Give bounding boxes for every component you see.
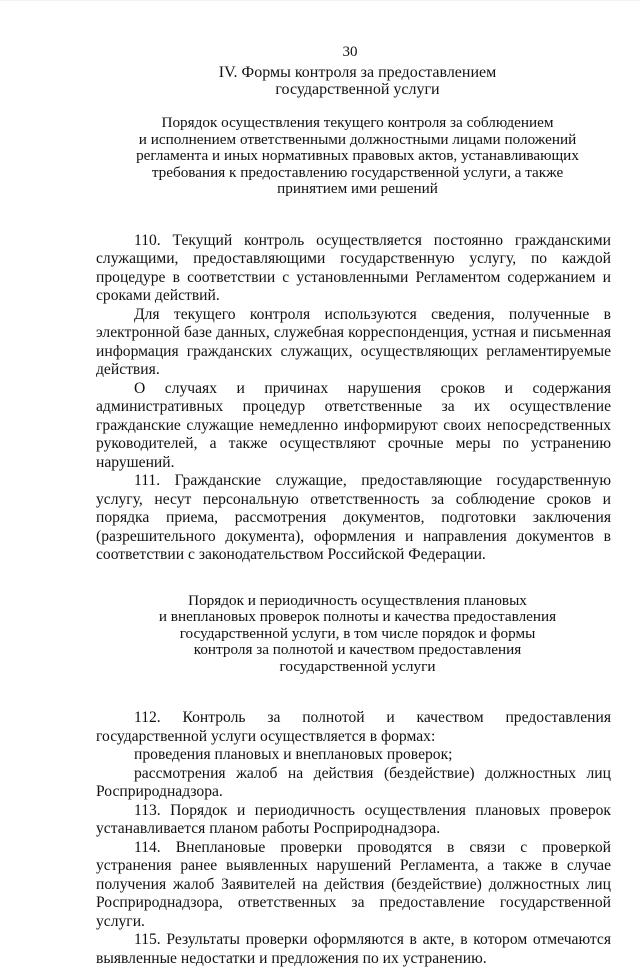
paragraph-114: 114. Внеплановые проверки проводятся в связи с проверкой устранения ранее выявленных нарушений Регламента, а также в случае получения жалоб Заявителей на действия (бездействие) должностных лиц Росприроднадзора, ответственных за предоставление государственной услуги. xyxy=(96,838,611,930)
subheading-line: и внеплановых проверок полноты и качества предоставления xyxy=(158,608,557,625)
subheading-inspections xyxy=(96,593,611,676)
section-title xyxy=(96,64,611,98)
subheading-line: регламента и иных нормативных правовых актов, устанавливающих xyxy=(136,147,579,164)
section-title-line: государственной услуги xyxy=(275,81,440,98)
subheading-line: Порядок и периодичность осуществления плановых xyxy=(188,591,527,609)
subheading-line: требования к предоставлению государственной услуги, а также xyxy=(151,163,564,181)
subheading-line: принятием ими решений xyxy=(277,180,438,197)
page-top-edge xyxy=(0,0,640,1)
page-number: 30 xyxy=(342,44,358,60)
paragraph-111: 111. Гражданские служащие, предоставляющие государственную услугу, несут персональную ответственность за соблюдение сроков и порядка приема, рассмотрения документов, подготовки заключения (разрешительного документа), оформления и направления документов в соответствии с законодательством Российской Федерации. xyxy=(96,472,611,563)
paragraph-form-inspections: проведения плановых и внеплановых проверок; xyxy=(134,746,453,763)
paragraph-112: 112. Контроль за полнотой и качеством предоставления государственной услуги осуществляется в формах: xyxy=(96,709,611,745)
subheading-line: государственной услуги, в том числе порядок и формы xyxy=(179,624,536,642)
subheading-current-control xyxy=(96,115,611,198)
paragraph-form-complaints: рассмотрения жалоб на действия (бездействие) должностных лиц Росприроднадзора. xyxy=(96,764,611,800)
paragraph-violations: О случаях и причинах нарушения сроков и содержания административных процедур ответственные за их осуществление гражданские служащие немедленно информируют своих непосредственных руководителей, а также осуществляют срочные меры по устранению нарушений. xyxy=(96,379,611,471)
paragraph-current-control-info: Для текущего контроля используются сведения, полученные в электронной базе данных, служебная корреспонденция, устная и письменная информация гражданских служащих, осуществляющих регламентируемые действия. xyxy=(96,305,611,378)
subheading-line: Порядок осуществления текущего контроля за соблюдением xyxy=(161,114,554,131)
section-title-line: IV. Формы контроля за предоставлением xyxy=(218,64,497,81)
subheading-line: и исполнением ответственными должностными лицами положений xyxy=(138,130,577,148)
paragraph-110: 110. Текущий контроль осуществляется постоянно гражданскими служащими, предоставляющими государственную услугу, по каждой процедуре в соответствии с установленными Регламентом содержанием и сроками действий. xyxy=(96,231,611,304)
page-content xyxy=(96,64,611,968)
subheading-line: государственной услуги xyxy=(279,657,436,675)
paragraph-115: 115. Результаты проверки оформляются в акте, в котором отмечаются выявленные недостатки и предложения по их устранению. xyxy=(96,931,611,967)
paragraph-113: 113. Порядок и периодичность осуществления плановых проверок устанавливается планом работы Росприроднадзора. xyxy=(96,801,611,837)
subheading-line: контроля за полнотой и качеством предоставления xyxy=(193,641,522,658)
